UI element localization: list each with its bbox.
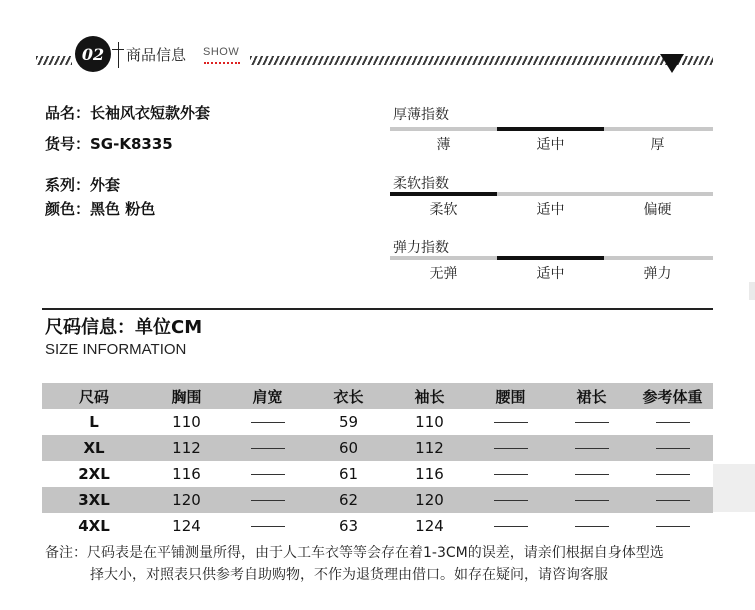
product-name: 品名：长袖风衣短款外套 xyxy=(45,104,211,122)
empty-dash xyxy=(656,448,690,449)
cell-shoulder xyxy=(227,465,308,483)
elasticity-option-stretch: 弹力 xyxy=(643,266,672,282)
cell-length: 63 xyxy=(338,517,359,535)
cell-waist xyxy=(470,491,551,509)
down-arrow-icon xyxy=(660,54,684,73)
thickness-option-thick: 厚 xyxy=(650,137,665,153)
size-section-rule xyxy=(42,308,713,310)
empty-dash xyxy=(494,500,528,501)
empty-dash xyxy=(251,448,285,449)
header-divider-bar xyxy=(112,49,124,50)
softness-index-title: 柔软指数 xyxy=(393,176,449,192)
col-shoulder: 肩宽 xyxy=(252,387,283,406)
section-number-badge: 02 xyxy=(75,36,111,72)
empty-dash xyxy=(656,526,690,527)
cell-chest: 112 xyxy=(172,439,201,457)
cell-skirt-length xyxy=(551,465,632,483)
empty-dash xyxy=(575,500,609,501)
product-sku: 货号：SG-K8335 xyxy=(45,135,173,153)
cell-chest: 110 xyxy=(172,413,201,431)
thickness-option-medium: 适中 xyxy=(536,137,565,153)
size-note xyxy=(45,542,715,586)
cell-size: 4XL xyxy=(78,517,110,535)
empty-dash xyxy=(494,422,528,423)
header-hatch-right xyxy=(250,56,713,65)
col-length: 衣长 xyxy=(333,387,364,406)
col-chest: 胸围 xyxy=(171,387,202,406)
section-show-label: SHOW xyxy=(203,46,240,58)
cell-waist xyxy=(470,465,551,483)
size-table-row xyxy=(42,487,713,513)
softness-option-medium: 适中 xyxy=(536,202,565,218)
product-color: 颜色：黑色 粉色 xyxy=(45,200,156,218)
col-skirt-length: 裙长 xyxy=(576,387,607,406)
cell-shoulder xyxy=(227,439,308,457)
cell-weight xyxy=(632,439,713,457)
cell-length: 59 xyxy=(338,413,359,431)
cell-chest: 120 xyxy=(172,491,201,509)
cell-shoulder xyxy=(227,413,308,431)
elasticity-option-medium: 适中 xyxy=(536,266,565,282)
section-title: 商品信息 xyxy=(126,46,187,64)
empty-dash xyxy=(251,526,285,527)
softness-index-selected xyxy=(390,192,497,196)
cell-skirt-length xyxy=(551,491,632,509)
cell-size: XL xyxy=(83,439,105,457)
col-sleeve: 袖长 xyxy=(414,387,445,406)
cell-waist xyxy=(470,517,551,535)
elasticity-index-selected xyxy=(497,256,604,260)
size-table-row xyxy=(42,409,713,435)
elasticity-index-bar xyxy=(390,256,713,260)
softness-option-hard: 偏硬 xyxy=(643,202,672,218)
size-table-row xyxy=(42,513,713,539)
cell-sleeve: 120 xyxy=(415,491,444,509)
empty-dash xyxy=(251,500,285,501)
cell-weight xyxy=(632,413,713,431)
size-table xyxy=(42,383,713,539)
empty-dash xyxy=(494,526,528,527)
cell-size: 3XL xyxy=(78,491,110,509)
cell-length: 62 xyxy=(338,491,359,509)
softness-option-soft: 柔软 xyxy=(429,202,458,218)
thickness-index-title: 厚薄指数 xyxy=(393,107,449,123)
col-weight: 参考体重 xyxy=(642,387,703,406)
size-info-subtitle: SIZE INFORMATION xyxy=(45,341,187,358)
cell-size: 2XL xyxy=(78,465,110,483)
show-dotted-underline xyxy=(204,62,240,64)
cell-weight xyxy=(632,517,713,535)
empty-dash xyxy=(494,474,528,475)
empty-dash xyxy=(575,448,609,449)
edge-artifact xyxy=(749,282,755,300)
cell-sleeve: 112 xyxy=(415,439,444,457)
product-series: 系列：外套 xyxy=(45,176,121,194)
edge-artifact-lower xyxy=(713,464,755,512)
cell-chest: 124 xyxy=(172,517,201,535)
cell-size: L xyxy=(89,413,99,431)
empty-dash xyxy=(575,474,609,475)
empty-dash xyxy=(575,422,609,423)
thickness-index-selected xyxy=(497,127,604,131)
cell-shoulder xyxy=(227,517,308,535)
elasticity-index-title: 弹力指数 xyxy=(393,240,449,256)
cell-sleeve: 116 xyxy=(415,465,444,483)
size-table-header xyxy=(42,383,713,409)
empty-dash xyxy=(251,422,285,423)
empty-dash xyxy=(656,422,690,423)
cell-sleeve: 110 xyxy=(415,413,444,431)
empty-dash xyxy=(575,526,609,527)
size-note-line2: 择大小，对照表只供参考自助购物，不作为退货理由借口。如存在疑问，请咨询客服 xyxy=(90,567,608,583)
thickness-option-thin: 薄 xyxy=(436,137,451,153)
header-divider-tick xyxy=(118,42,119,68)
cell-chest: 116 xyxy=(172,465,201,483)
empty-dash xyxy=(656,474,690,475)
cell-weight xyxy=(632,465,713,483)
empty-dash xyxy=(494,448,528,449)
size-table-row xyxy=(42,435,713,461)
size-note-line1: 备注：尺码表是在平铺测量所得，由于人工车衣等等会存在着1-3CM的误差，请亲们根据自身体型选 xyxy=(45,545,664,561)
cell-waist xyxy=(470,439,551,457)
elasticity-option-none: 无弹 xyxy=(429,266,458,282)
thickness-index-bar xyxy=(390,127,713,131)
cell-waist xyxy=(470,413,551,431)
empty-dash xyxy=(656,500,690,501)
softness-index-bar xyxy=(390,192,713,196)
cell-sleeve: 124 xyxy=(415,517,444,535)
cell-skirt-length xyxy=(551,413,632,431)
empty-dash xyxy=(251,474,285,475)
cell-skirt-length xyxy=(551,517,632,535)
header-hatch-left xyxy=(36,56,72,65)
col-size: 尺码 xyxy=(78,387,109,406)
col-waist: 腰围 xyxy=(495,387,526,406)
size-info-title: 尺码信息：单位CM xyxy=(45,317,203,338)
cell-shoulder xyxy=(227,491,308,509)
cell-skirt-length xyxy=(551,439,632,457)
size-table-row xyxy=(42,461,713,487)
cell-length: 61 xyxy=(338,465,359,483)
cell-weight xyxy=(632,491,713,509)
cell-length: 60 xyxy=(338,439,359,457)
